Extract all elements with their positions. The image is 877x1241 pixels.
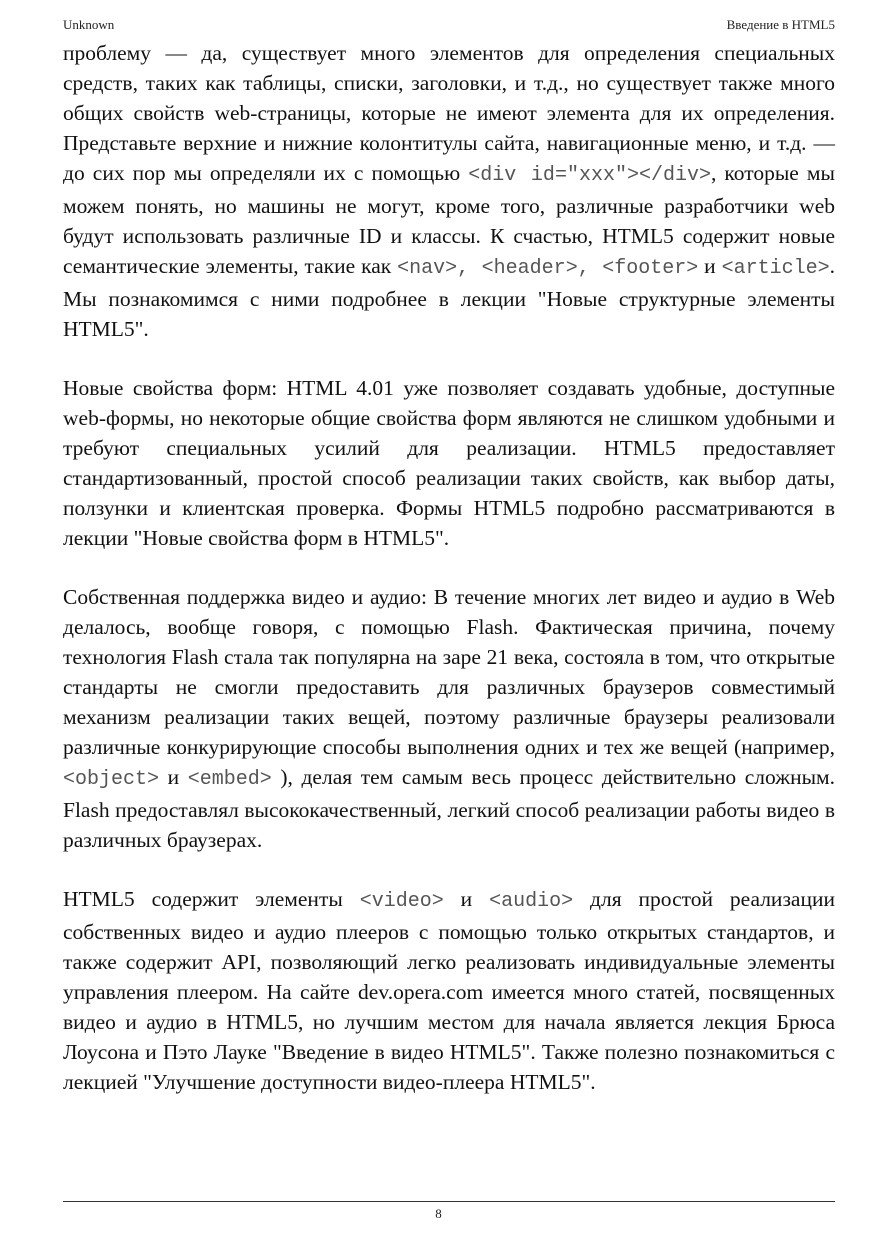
- paragraph-text: ), делая тем самым весь процесс действительно сложным. Flash предоставлял высококачественный, легкий способ реализации работы видео в различных браузерах.: [63, 765, 835, 852]
- code-snippet: <object>: [63, 768, 160, 791]
- code-snippet: <nav>, <header>, <footer>: [397, 257, 699, 280]
- code-snippet: <video>: [359, 890, 444, 913]
- paragraph-text: Собственная поддержка видео и аудио: В течение многих лет видео и аудио в Web делалось, вообще говоря, с помощью Flash. Фактическая причина, почему технология Flash стала так популярна на заре 21 века, состояла в том, что открытые стандарты не смогли предоставить для различных браузеров совместимый механизм реализации таких вещей, поэтому различные браузеры реализовали различные конкурирующие способы выполнения одних и тех же вещей (например,: [63, 585, 835, 759]
- paragraph-text: HTML5 содержит элементы: [63, 887, 360, 911]
- paragraph-native-media: [63, 582, 835, 855]
- paragraph-text: , которые мы можем понять, но машины не могут, кроме того, различные разработчики web будут использовать различные ID и классы. К счастью, HTML5 содержит новые семантические элементы, такие как: [63, 161, 835, 278]
- paragraph-text: и: [443, 887, 490, 911]
- code-snippet: <audio>: [489, 890, 574, 913]
- paragraph-text: и: [159, 765, 188, 789]
- paragraph-text: Новые свойства форм: HTML 4.01 уже позволяет создавать удобные, доступные web-формы, но некоторые общие свойства форм являются не слишком удобными и требуют специальных усилий для реализации. HTML5 предоставляет стандартизованный, простой способ реализации таких свойств, как выбор даты, ползунки и клиентская проверка. Формы HTML5 подробно рассматриваются в лекции "Новые свойства форм в HTML5".: [63, 376, 835, 550]
- paragraph-video-audio: [63, 884, 835, 1097]
- header-left-text: Unknown: [63, 17, 115, 32]
- paragraph-text: проблему — да, существует много элементов для определения специальных средств, таких как таблицы, списки, заголовки, и т.д., но существует также много общих свойств web-страницы, которые не имеют элемента для их определения. Представьте верхние и нижние колонтитулы сайта, навигационные меню, и т.д. — до сих пор мы определяли их с помощью: [63, 41, 835, 185]
- footer-divider: [63, 1201, 835, 1202]
- paragraph-forms: [63, 373, 835, 553]
- page-header: [63, 17, 835, 35]
- page-number: 8: [435, 1206, 442, 1221]
- header-right-text: Введение в HTML5: [726, 17, 835, 32]
- paragraph-text: для простой реализации собственных видео и аудио плееров с помощью только открытых стандартов, и также содержит API, позволяющий легко реализовать индивидуальные элементы управления плеером. На сайте dev.opera.com имеется много статей, посвященных видео и аудио в HTML5, но лучшим местом для начала является лекция Брюса Лоусона и Пэто Лауке "Введение в видео HTML5". Также полезно познакомиться с лекцией "Улучшение доступности видео-плеера HTML5".: [63, 887, 835, 1094]
- paragraph-text: . Мы познакомимся с ними подробнее в лекции "Новые структурные элементы HTML5".: [63, 254, 835, 341]
- code-snippet: <embed>: [187, 768, 272, 791]
- paragraph-text: и: [698, 254, 722, 278]
- code-snippet: <div id="xxx"></div>: [468, 164, 711, 187]
- paragraph-semantic-elements: [63, 38, 835, 344]
- document-body: [63, 38, 835, 1126]
- code-snippet: <article>: [721, 257, 830, 280]
